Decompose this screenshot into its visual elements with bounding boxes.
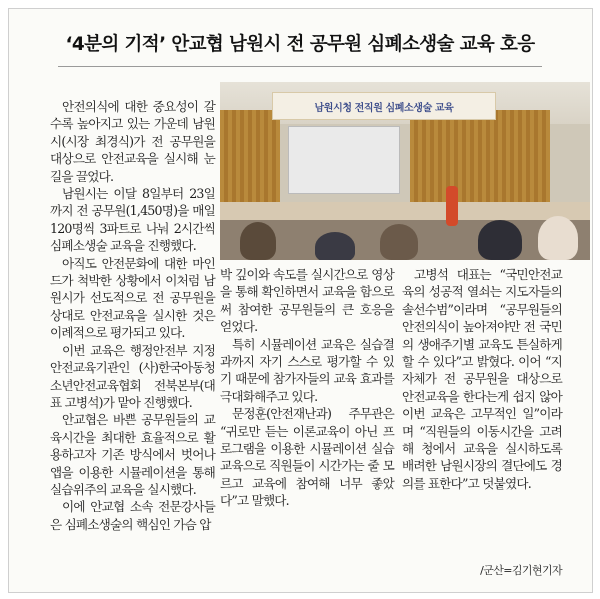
article-photo xyxy=(220,82,590,260)
photo-banner: 남원시청 전직원 심폐소생술 교육 xyxy=(272,92,496,120)
photo-projection-screen xyxy=(288,126,400,194)
paragraph: 문정훈(안전재난과) 주무관은 “귀로만 듣는 이론교육이 아닌 프로그램을 이용한 시뮬레이션 실습교육으로 직원들이 시간가는 줄 모르고 교육에 참여해 너무 좋았다”고 말했다. xyxy=(220,406,394,509)
paragraph: 안전의식에 대한 중요성이 갈수록 높아지고 있는 가운데 남원시(시장 최경식)가 전 공무원을 대상으로 안전교육을 실시해 눈길을 끌었다. xyxy=(50,99,215,184)
paragraph: 특히 시뮬레이션 교육은 실습결과까지 자기 스스로 평가할 수 있기 때문에 참가자들의 교육 효과를 극대화해주고 있다. xyxy=(220,336,394,404)
photo-attendee xyxy=(240,222,276,260)
photo-curtain-left xyxy=(220,110,280,202)
article-column-3 xyxy=(402,266,562,492)
photo-attendee xyxy=(478,220,522,260)
article-column-2 xyxy=(220,266,394,510)
headline: ‘4분의 기적’ 안교협 남원시 전 공무원 심폐소생술 교육 호응 xyxy=(65,34,535,55)
photo-instructor xyxy=(446,186,458,226)
photo-attendee xyxy=(380,224,418,260)
paragraph: 안교협은 바쁜 공무원들의 교육시간을 최대한 효율적으로 활용하고자 기존 방식에서 벗어나 앱을 이용한 시뮬레이션을 통해 실습위주의 교육을 실시했다. xyxy=(50,412,215,497)
paragraph: 고병석 대표는 “국민안전교육의 성공적 열쇠는 지도자들의 솔선수범”이라며 “공무원들의 안전의식이 높아져야만 전 국민의 생애주기별 교육도 튼실하게 할 수 있다”고 밝혔다. 이어 “지자체가 전 공무원을 대상으로 안전교육을 한다는게 쉽지 않아 이번 교육은 고무적인 일”이라며 “직원들의 이동시간을 고려해 청에서 교육을 실시하도록 배려한 남원시장의 결단에도 경의를 표한다”고 덧붙였다. xyxy=(402,267,562,491)
photo-attendee xyxy=(538,216,578,260)
article-column-1 xyxy=(50,98,215,533)
paragraph: 이에 안교협 소속 전문강사들은 심폐소생술의 핵심인 가슴 압 xyxy=(50,499,215,532)
headline-rule xyxy=(58,66,542,67)
paragraph: 박 깊이와 속도를 실시간으로 영상을 통해 확인하면서 교육을 함으로써 참여한 공무원들의 큰 호응을 얻었다. xyxy=(220,267,394,335)
photo-curtain-right xyxy=(410,110,550,202)
photo-attendee xyxy=(315,232,355,260)
paragraph: 남원시는 이달 8일부터 23일까지 전 공무원(1,450명)을 매일 120명씩 3파트로 나눠 2시간씩 심폐소생술 교육을 진행했다. xyxy=(50,186,215,254)
paragraph: 아직도 안전문화에 대한 마인드가 척박한 상황에서 이처럼 남원시가 선도적으로 전 공무원을 상대로 안전교육을 실시한 것은 이례적으로 평가되고 있다. xyxy=(50,255,215,341)
paragraph: 이번 교육은 행정안전부 지정 안전교육기관인 (사)한국아동청소년안전교육협회 전북본부(대표 고병석)가 맡아 진행했다. xyxy=(50,342,215,410)
byline: /군산=김기현기자 xyxy=(480,564,562,577)
